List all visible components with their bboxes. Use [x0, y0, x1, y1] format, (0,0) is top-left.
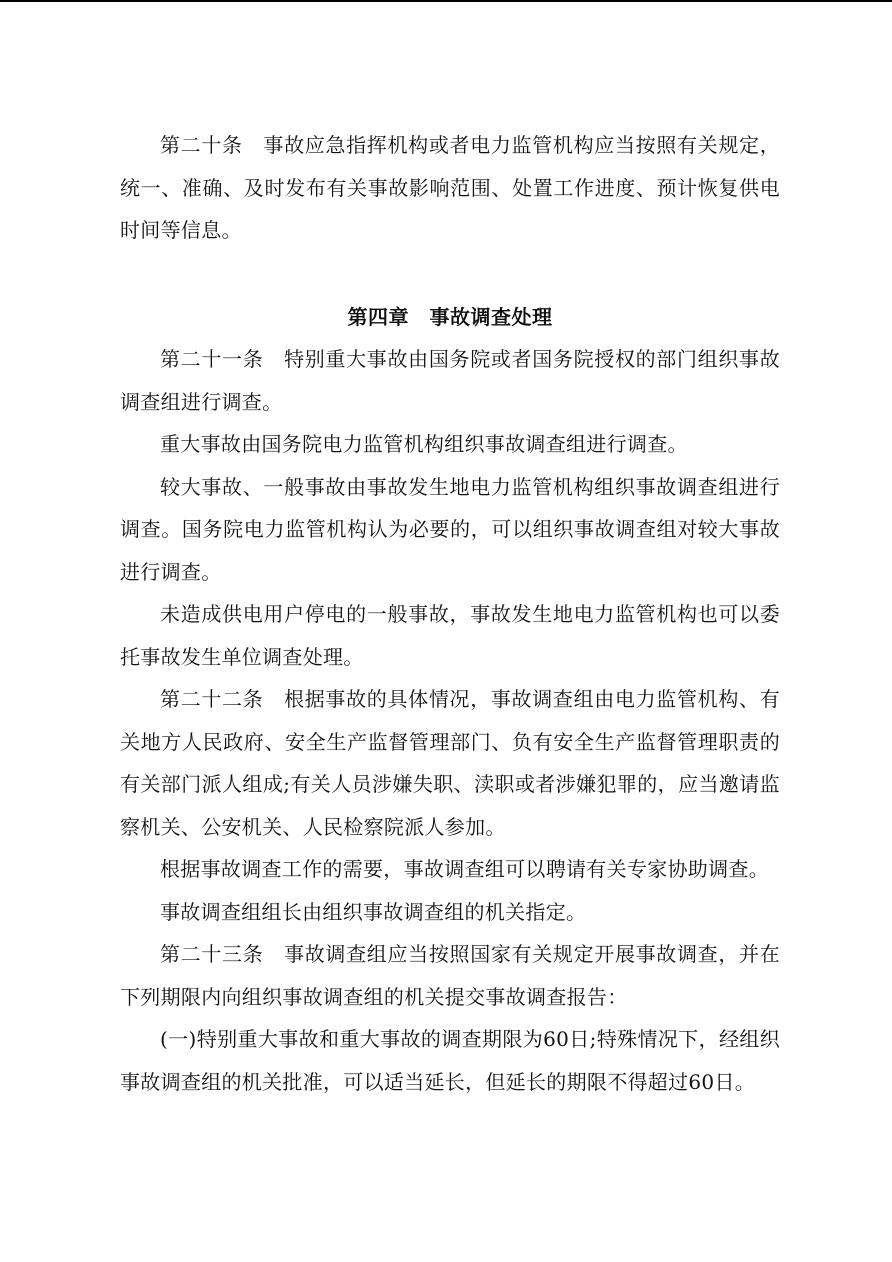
article-21-paragraph: 第二十一条 特别重大事故由国务院或者国务院授权的部门组织事故调查组进行调查。: [120, 347, 780, 414]
no-outage-accident-paragraph: 未造成供电用户停电的一般事故，事故发生地电力监管机构也可以委托事故发生单位调查处理。: [120, 602, 780, 669]
article-22-paragraph: 第二十二条 根据事故的具体情况，事故调查组由电力监管机构、有关地方人民政府、安全生产监督管理部门、负有安全生产监督管理职责的有关部门派人组成;有关人员涉嫌失职、渎职或者涉嫌犯罪的，应当邀请监察机关、公安机关、人民检察院派人参加。: [120, 687, 780, 839]
chapter-title: 第四章 事故调查处理: [347, 304, 553, 329]
article-23-paragraph: 第二十三条 事故调查组应当按照国家有关规定开展事故调查，并在下列期限内向组织事故调查组的机关提交事故调查报告：: [120, 942, 780, 1009]
experts-paragraph: 根据事故调查工作的需要，事故调查组可以聘请有关专家协助调查。: [160, 857, 769, 881]
document-page: [120, 124, 780, 1103]
major-accident-paragraph: 重大事故由国务院电力监管机构组织事故调查组进行调查。: [160, 432, 688, 456]
article-20-paragraph: 第二十条 事故应急指挥机构或者电力监管机构应当按照有关规定，统一、准确、及时发布有关事故影响范围、处置工作进度、预计恢复供电时间等信息。: [120, 133, 780, 242]
investigation-period-paragraph: (一)特别重大事故和重大事故的调查期限为60日;特殊情况下，经组织事故调查组的机关批准，可以适当延长，但延长的期限不得超过60日。: [120, 1027, 780, 1094]
top-border-line: [0, 0, 892, 2]
chapter-spacing: [120, 252, 780, 296]
team-leader-paragraph: 事故调查组组长由组织事故调查组的机关指定。: [160, 899, 587, 924]
larger-accident-paragraph: 较大事故、一般事故由事故发生地电力监管机构组织事故调查组进行调查。国务院电力监管机构认为必要的，可以组织事故调查组对较大事故进行调查。: [120, 474, 780, 584]
